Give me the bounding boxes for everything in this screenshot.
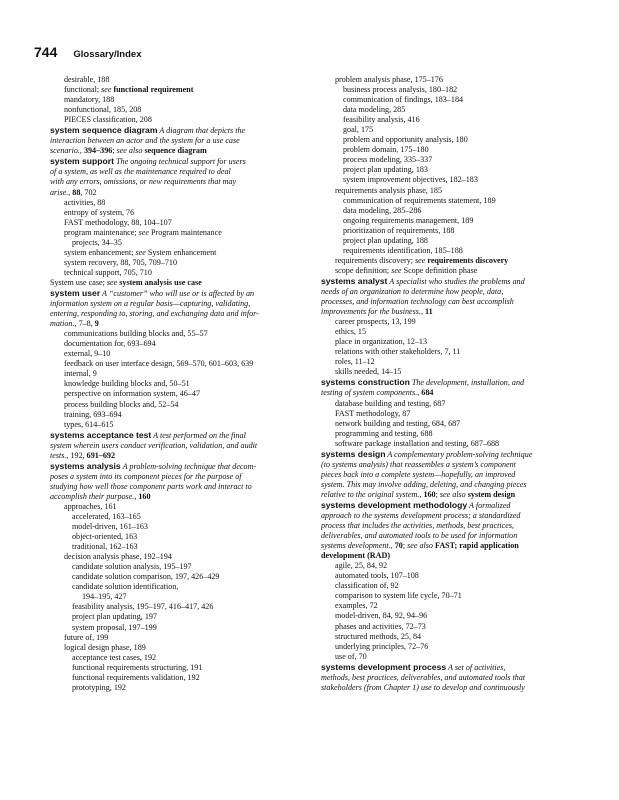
index-line bbox=[50, 156, 302, 167]
index-line bbox=[50, 238, 302, 248]
index-text: studying how well those component parts work and interact to bbox=[50, 481, 252, 491]
index-text: feedback on user interface design, 569–570, 601–603, 639 bbox=[64, 359, 254, 369]
index-line bbox=[50, 198, 302, 208]
index-term: systems development process bbox=[321, 661, 447, 672]
index-text: information system on a regular basis—capturing, validating, bbox=[50, 299, 251, 309]
index-text: software package installation and testing, 687–688 bbox=[335, 438, 500, 448]
index-line bbox=[321, 429, 573, 439]
index-text: data modeling, 285–286 bbox=[343, 205, 422, 215]
index-line bbox=[321, 206, 573, 216]
index-text: internal, 9 bbox=[64, 369, 97, 379]
index-text: 9 bbox=[94, 319, 99, 329]
index-text: agile, 25, 84, 92 bbox=[335, 561, 388, 571]
index-text: systems development. bbox=[321, 541, 391, 551]
index-text: ethics, 15 bbox=[335, 327, 367, 337]
index-line bbox=[321, 105, 573, 115]
index-line bbox=[321, 246, 573, 256]
index-text: with any errors, omissions, or new requirements that may bbox=[50, 177, 237, 187]
index-line bbox=[321, 662, 573, 673]
index-text: see also bbox=[116, 146, 143, 156]
index-term: systems acceptance test bbox=[50, 429, 152, 440]
index-text: , bbox=[417, 388, 422, 398]
index-text: traditional, 162–163 bbox=[72, 542, 138, 552]
index-text: The development, installation, and bbox=[409, 378, 525, 388]
index-line bbox=[50, 105, 302, 115]
index-line bbox=[321, 470, 573, 480]
index-text: activities, 88 bbox=[64, 197, 106, 207]
index-text: ; bbox=[112, 146, 117, 156]
index-text: place in organization, 12–13 bbox=[335, 337, 428, 347]
index-text: technical support, 705, 710 bbox=[64, 267, 152, 277]
index-line bbox=[321, 216, 573, 226]
index-line bbox=[321, 236, 573, 246]
index-text: 194–195, 427 bbox=[82, 592, 127, 602]
index-line bbox=[50, 663, 302, 673]
index-line bbox=[50, 125, 302, 136]
index-text: acceptance test cases, 192 bbox=[72, 652, 157, 662]
index-text: system design bbox=[465, 489, 516, 499]
index-text: ongoing requirements management, 189 bbox=[343, 215, 474, 225]
index-text: mandatory, 188 bbox=[64, 95, 115, 105]
index-text: improvements for the business. bbox=[321, 307, 421, 317]
index-text: A problem-solving technique that decom- bbox=[120, 461, 257, 471]
index-text: , bbox=[134, 491, 139, 501]
index-line bbox=[321, 480, 573, 490]
index-text: projects, 34–35 bbox=[72, 237, 122, 247]
index-text: scope definition; bbox=[335, 265, 392, 275]
index-text: model-driven, 84, 92, 94–96 bbox=[335, 611, 428, 621]
index-term: system user bbox=[50, 287, 101, 298]
index-text: , bbox=[68, 187, 73, 197]
index-column-left bbox=[50, 75, 302, 693]
index-text: programming and testing, 688 bbox=[335, 428, 433, 438]
index-text: requirements identification, 185–188 bbox=[343, 245, 463, 255]
index-text: 11 bbox=[425, 307, 433, 317]
index-term: systems analyst bbox=[321, 275, 388, 286]
index-line bbox=[321, 673, 573, 683]
index-text: A “customer” who will use or is affected by an bbox=[100, 288, 255, 298]
index-line bbox=[50, 522, 302, 532]
index-text: candidate solution identification, bbox=[72, 582, 179, 592]
index-text: Scope definition phase bbox=[401, 265, 478, 275]
index-text: approaches, 161 bbox=[64, 501, 117, 511]
index-text: see bbox=[106, 277, 118, 287]
index-text: A complementary problem-solving technique bbox=[385, 449, 533, 459]
index-text: candidate solution comparison, 197, 426–429 bbox=[72, 572, 220, 582]
index-text: problem and opportunity analysis, 180 bbox=[343, 135, 468, 145]
index-text: functional; bbox=[64, 85, 102, 95]
index-text: 160 bbox=[423, 489, 436, 499]
index-text: external, 9–10 bbox=[64, 349, 111, 359]
index-text: requirements discovery bbox=[425, 255, 509, 265]
index-text: stakeholders (from Chapter 1) use to develop and continuously bbox=[321, 682, 525, 692]
index-text: communications building blocks and, 55–57 bbox=[64, 329, 208, 339]
index-line bbox=[50, 653, 302, 663]
index-line bbox=[321, 186, 573, 196]
index-term: systems analysis bbox=[50, 460, 121, 471]
index-text: system analysis use case bbox=[117, 277, 202, 287]
index-line bbox=[50, 552, 302, 562]
index-text: training, 693–694 bbox=[64, 409, 122, 419]
index-term: system sequence diagram bbox=[50, 125, 158, 136]
index-text: 70 bbox=[394, 541, 403, 551]
page-header bbox=[34, 44, 141, 62]
index-line bbox=[50, 136, 302, 146]
index-line bbox=[50, 309, 302, 319]
index-line bbox=[50, 633, 302, 643]
index-line bbox=[50, 451, 302, 461]
index-line bbox=[321, 85, 573, 95]
index-text: of a system, as well as the maintenance required to deal bbox=[50, 167, 231, 177]
index-text: goal, 175 bbox=[343, 125, 374, 135]
index-term: system support bbox=[50, 156, 114, 167]
index-line bbox=[50, 349, 302, 359]
index-text: The ongoing technical support for users bbox=[114, 157, 246, 167]
index-text: see bbox=[391, 265, 402, 275]
index-line bbox=[321, 561, 573, 571]
index-line bbox=[50, 268, 302, 278]
index-line bbox=[321, 652, 573, 662]
index-text: 88 bbox=[72, 187, 81, 197]
index-text: system enhancement; bbox=[64, 247, 136, 257]
index-text: desirable, 188 bbox=[64, 75, 110, 84]
index-text: system. This may involve adding, deleting, and changing pieces bbox=[321, 479, 527, 489]
index-text: PIECES classification, 208 bbox=[64, 115, 152, 125]
index-line bbox=[321, 611, 573, 621]
index-text: roles, 11–12 bbox=[335, 357, 375, 367]
index-line bbox=[321, 388, 573, 398]
index-line bbox=[321, 377, 573, 388]
index-text: project plan updating, 188 bbox=[343, 235, 428, 245]
index-text: 394–396 bbox=[83, 146, 113, 156]
index-line bbox=[50, 177, 302, 187]
index-line bbox=[50, 228, 302, 238]
index-line bbox=[50, 369, 302, 379]
index-line bbox=[321, 307, 573, 317]
index-text: future of, 199 bbox=[64, 632, 109, 642]
index-text: communication of requirements statement, 189 bbox=[343, 195, 496, 205]
index-text: examples, 72 bbox=[335, 601, 378, 611]
index-line bbox=[321, 683, 573, 693]
index-line bbox=[50, 472, 302, 482]
index-text: feasibility analysis, 416 bbox=[343, 115, 420, 125]
index-term: systems design bbox=[321, 448, 386, 459]
index-line bbox=[321, 571, 573, 581]
index-text: problem analysis phase, 175–176 bbox=[335, 75, 443, 84]
index-line bbox=[50, 673, 302, 683]
index-text: nonfunctional, 185, 208 bbox=[64, 105, 142, 115]
index-text: entering, responding to, storing, and exchanging data and infor- bbox=[50, 309, 259, 319]
index-line bbox=[321, 642, 573, 652]
index-text: accomplish their purpose. bbox=[50, 491, 135, 501]
index-text: model-driven, 161–163 bbox=[72, 522, 148, 532]
index-line bbox=[321, 581, 573, 591]
index-text: object-oriented, 163 bbox=[72, 532, 138, 542]
index-text: prototyping, 192 bbox=[72, 682, 126, 692]
index-text: functional requirements validation, 192 bbox=[72, 672, 200, 682]
index-line bbox=[321, 145, 573, 155]
index-line bbox=[321, 591, 573, 601]
index-column-right bbox=[321, 75, 573, 693]
index-text: , 192, bbox=[66, 450, 87, 460]
index-text: mation. bbox=[50, 319, 75, 329]
index-line bbox=[50, 379, 302, 389]
index-text: (to systems analysis) that reassembles a system’s component bbox=[321, 459, 516, 469]
index-line bbox=[50, 248, 302, 258]
index-line bbox=[321, 155, 573, 165]
index-line bbox=[50, 420, 302, 430]
index-line bbox=[321, 409, 573, 419]
index-line bbox=[321, 551, 573, 561]
index-line bbox=[321, 460, 573, 470]
index-line bbox=[50, 208, 302, 218]
index-line bbox=[50, 258, 302, 268]
index-text: poses a system into its component pieces for the purpose of bbox=[50, 471, 242, 481]
index-text: functional requirement bbox=[111, 85, 194, 95]
index-text: FAST; rapid application bbox=[432, 541, 519, 551]
index-line bbox=[50, 299, 302, 309]
index-term: systems development methodology bbox=[321, 499, 468, 510]
index-line bbox=[321, 226, 573, 236]
index-line bbox=[50, 278, 302, 288]
index-text: classification of, 92 bbox=[335, 581, 399, 591]
index-text: process that includes the activities, methods, best practices, bbox=[321, 521, 515, 531]
index-text: FAST methodology, 87 bbox=[335, 408, 411, 418]
index-line bbox=[321, 357, 573, 367]
index-text: requirements discovery; bbox=[335, 255, 416, 265]
index-text: system proposal, 197–199 bbox=[72, 622, 157, 632]
index-text: underlying principles, 72–76 bbox=[335, 641, 429, 651]
index-line bbox=[321, 115, 573, 125]
index-text: candidate solution analysis, 195–197 bbox=[72, 562, 192, 572]
index-text: system wherein users conduct verification, validation, and audit bbox=[50, 440, 258, 450]
index-text: development (RAD) bbox=[321, 551, 391, 561]
index-line bbox=[50, 582, 302, 592]
index-text: 684 bbox=[421, 388, 434, 398]
index-text: relations with other stakeholders, 7, 11 bbox=[335, 347, 461, 357]
index-text: FAST methodology, 88, 104–107 bbox=[64, 217, 172, 227]
index-line bbox=[50, 532, 302, 542]
index-text: communication of findings, 183–184 bbox=[343, 95, 464, 105]
index-text: prioritization of requirements, 188 bbox=[343, 225, 455, 235]
index-text: arise. bbox=[50, 187, 69, 197]
index-text: feasibility analysis, 195–197, 416–417, 426 bbox=[72, 602, 214, 612]
index-text: A diagram that depicts the bbox=[157, 126, 246, 136]
index-line bbox=[321, 367, 573, 377]
index-line bbox=[50, 482, 302, 492]
index-text: methods, best practices, deliverables, and automated tools that bbox=[321, 672, 526, 682]
index-line bbox=[50, 461, 302, 472]
index-line bbox=[50, 512, 302, 522]
index-text: A set of activities, bbox=[446, 662, 506, 672]
index-text: problem domain, 175–180 bbox=[343, 145, 429, 155]
index-line bbox=[321, 511, 573, 521]
index-text: , 702 bbox=[80, 187, 97, 197]
index-text: functional requirements structuring, 191 bbox=[72, 662, 203, 672]
index-line bbox=[321, 622, 573, 632]
index-line bbox=[50, 146, 302, 156]
index-line bbox=[50, 85, 302, 95]
index-line bbox=[321, 490, 573, 500]
index-text: types, 614–615 bbox=[64, 419, 114, 429]
index-text: business process analysis, 180–182 bbox=[343, 85, 458, 95]
index-text: documentation for, 693–694 bbox=[64, 339, 156, 349]
index-text: interaction between an actor and the system for a use case bbox=[50, 136, 240, 146]
index-line bbox=[50, 410, 302, 420]
index-text: process building blocks and, 52–54 bbox=[64, 399, 179, 409]
index-text: process modeling, 335–337 bbox=[343, 155, 433, 165]
index-text: , 7–8, bbox=[74, 319, 95, 329]
index-line bbox=[321, 95, 573, 105]
index-line bbox=[50, 75, 302, 85]
index-text: scenario. bbox=[50, 146, 80, 156]
index-line bbox=[321, 287, 573, 297]
index-text: System enhancement bbox=[145, 247, 217, 257]
index-line bbox=[50, 441, 302, 451]
index-text: 691–692 bbox=[86, 450, 115, 460]
index-text: automated tools, 107–108 bbox=[335, 571, 419, 581]
index-text: , bbox=[79, 146, 84, 156]
index-line bbox=[50, 602, 302, 612]
index-text: program maintenance; bbox=[64, 227, 139, 237]
index-line bbox=[50, 167, 302, 177]
index-line bbox=[50, 115, 302, 125]
index-text: perspective on information system, 46–47 bbox=[64, 389, 200, 399]
index-text: accelerated, 163–165 bbox=[72, 512, 141, 522]
index-text: phases and activities, 72–73 bbox=[335, 621, 426, 631]
index-line bbox=[50, 492, 302, 502]
index-text: see also bbox=[407, 541, 433, 551]
running-head: Glossary/Index bbox=[73, 49, 142, 60]
index-line bbox=[50, 339, 302, 349]
index-line bbox=[321, 521, 573, 531]
index-text: see bbox=[138, 227, 149, 237]
index-line bbox=[321, 175, 573, 185]
index-text: A specialist who studies the problems and bbox=[387, 276, 525, 286]
index-line bbox=[321, 337, 573, 347]
index-line bbox=[321, 399, 573, 409]
index-line bbox=[50, 218, 302, 228]
index-text: use of, 70 bbox=[335, 651, 367, 661]
index-text: requirements analysis phase, 185 bbox=[335, 185, 442, 195]
index-line bbox=[50, 288, 302, 299]
index-line bbox=[50, 95, 302, 105]
index-line bbox=[321, 601, 573, 611]
index-line bbox=[321, 266, 573, 276]
index-text: 160 bbox=[138, 491, 151, 501]
index-text: system recovery, 88, 705, 709–710 bbox=[64, 257, 177, 267]
index-text: A test performed on the final bbox=[151, 430, 246, 440]
index-line bbox=[321, 531, 573, 541]
index-text: decision analysis phase, 192–194 bbox=[64, 552, 172, 562]
index-text: project plan updating, 183 bbox=[343, 165, 428, 175]
index-line bbox=[50, 572, 302, 582]
index-text: , bbox=[390, 541, 395, 551]
index-text: relative to the original system. bbox=[321, 489, 420, 499]
index-text: ; bbox=[402, 541, 408, 551]
index-text: knowledge building blocks and, 50–51 bbox=[64, 379, 190, 389]
index-line bbox=[50, 319, 302, 329]
index-line bbox=[50, 623, 302, 633]
index-line bbox=[50, 430, 302, 441]
index-line bbox=[321, 125, 573, 135]
index-text: structured methods, 25, 84 bbox=[335, 631, 422, 641]
index-text: testing of system components. bbox=[321, 388, 418, 398]
index-line bbox=[321, 256, 573, 266]
index-text: sequence diagram bbox=[142, 146, 207, 156]
index-text: logical design phase, 189 bbox=[64, 642, 146, 652]
index-line bbox=[50, 562, 302, 572]
index-text: approach to the systems development process; a standardized bbox=[321, 511, 521, 521]
index-line bbox=[50, 188, 302, 198]
index-text: processes, and information technology can best accomplish bbox=[321, 297, 514, 307]
index-text: needs of an organization to determine how people, data, bbox=[321, 286, 504, 296]
index-text: see bbox=[415, 255, 426, 265]
page-number: 744 bbox=[34, 44, 58, 60]
index-line bbox=[50, 400, 302, 410]
index-line bbox=[321, 419, 573, 429]
index-line bbox=[50, 542, 302, 552]
index-line bbox=[321, 439, 573, 449]
index-line bbox=[50, 612, 302, 622]
index-line bbox=[321, 632, 573, 642]
index-text: entropy of system, 76 bbox=[64, 207, 135, 217]
index-term: systems construction bbox=[321, 377, 410, 388]
index-text: network building and testing, 684, 687 bbox=[335, 418, 461, 428]
index-text: tests. bbox=[50, 450, 67, 460]
index-line bbox=[321, 327, 573, 337]
index-text: pieces back into a complete system—hopefully, an improved bbox=[321, 469, 516, 479]
index-line bbox=[321, 276, 573, 287]
index-line bbox=[50, 329, 302, 339]
index-text: deliverables, and automated tools to be used for information bbox=[321, 531, 518, 541]
index-line bbox=[321, 317, 573, 327]
index-text: comparison to system life cycle, 70–71 bbox=[335, 591, 462, 601]
index-text: ; bbox=[435, 489, 440, 499]
index-line bbox=[50, 389, 302, 399]
index-text: System use case; bbox=[50, 277, 107, 287]
index-line bbox=[321, 135, 573, 145]
index-text: skills needed, 14–15 bbox=[335, 367, 402, 377]
index-line bbox=[321, 541, 573, 551]
index-text: project plan updating, 197 bbox=[72, 612, 157, 622]
index-line bbox=[321, 165, 573, 175]
index-text: A formalized bbox=[467, 500, 511, 510]
index-line bbox=[321, 297, 573, 307]
index-text: database building and testing, 687 bbox=[335, 398, 446, 408]
index-text: career prospects, 13, 199 bbox=[335, 317, 416, 327]
index-text: Program maintenance bbox=[148, 227, 222, 237]
index-text: see bbox=[135, 247, 146, 257]
index-line bbox=[321, 449, 573, 460]
index-line bbox=[50, 359, 302, 369]
index-line bbox=[321, 347, 573, 357]
index-line bbox=[50, 643, 302, 653]
index-line bbox=[321, 500, 573, 511]
index-text: see bbox=[101, 85, 112, 95]
index-line bbox=[321, 196, 573, 206]
index-text: see also bbox=[439, 489, 466, 499]
index-text: system improvement objectives, 182–183 bbox=[343, 175, 478, 185]
index-line bbox=[321, 75, 573, 85]
index-line bbox=[50, 683, 302, 693]
index-text: data modeling, 285 bbox=[343, 105, 406, 115]
index-line bbox=[50, 592, 302, 602]
index-line bbox=[50, 502, 302, 512]
index-text: , bbox=[420, 307, 426, 317]
index-text: , bbox=[419, 489, 424, 499]
